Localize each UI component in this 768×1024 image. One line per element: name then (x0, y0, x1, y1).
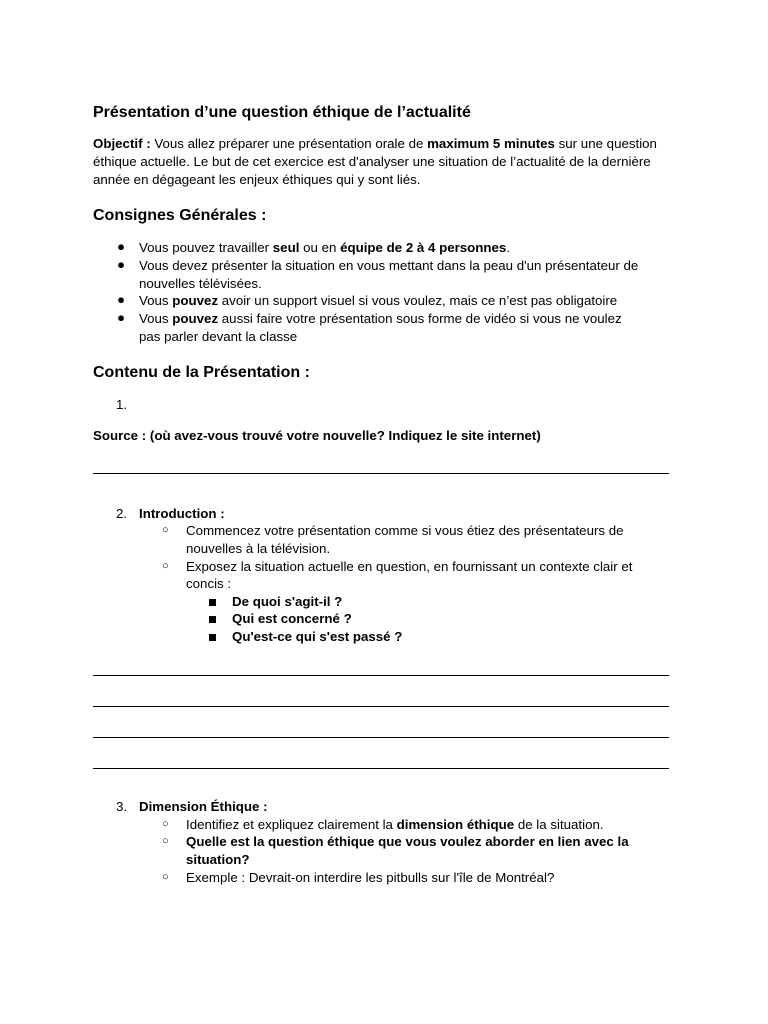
intro-sub-2-line-1: Exposez la situation actuelle en question, en fournissant un contexte clair et (186, 559, 633, 574)
document-page: Présentation d’une question éthique de l’actualité Objectif : Vous allez préparer une présentation orale de maximum 5 minutes sur une question éthique actuelle. Le but de cet exercice est d'analyser une situation de l’actualité de la dernière année en dégageant les enjeux éthiques qui y sont liés. Consignes Générales : ● Vous pouvez travailler seul ou en équipe de 2 à 4 personnes. ● Vous devez présenter la situation en vous mettant dans la peau d'un présentateur de nouvelles télévisées. ● Vous pouvez avoir un support visuel si vous voulez, mais ce n’est pas obligatoire ● Vous pouvez aussi faire votre présentation sous forme de vidéo si vous ne voulez pas parler devant la classe Contenu de la Présentation : 1. Source : (où avez-vous trouvé votre nouvelle? Indiquez le site internet) 2. Introduction : ○ Commencez votre présentation comme si vous étiez des présentateurs de nouvelles à la télévision. ○ Exposez la situation actuelle en question, en fournissant un contexte clair et concis : De quoi s'agit-il ? Qui est concerné ? Qu'est-ce qui s'est passé ? 3. Dimension Éthique : ○ Identifiez et expliquez clairement la dimension éthique de la situation. ○ Quelle est la question éthique que vous voulez aborder en lien avec la situation? ○ Exemple : Devrait-on interdire les pitbulls sur l'île de Montréal? (0, 0, 768, 1024)
answer-line (93, 768, 669, 769)
bullet-icon: ● (116, 239, 126, 254)
bullet-icon: ● (116, 310, 126, 325)
ethics-sub-2-line-2: situation? (186, 852, 250, 867)
item-1-number: 1. (116, 397, 128, 412)
intro-sub-2-line-2: concis : (186, 576, 232, 591)
circle-bullet-icon: ○ (162, 871, 169, 883)
objective-paragraph (93, 135, 683, 189)
ethics-sub-1: Identifiez et expliquez clairement la dimension éthique de la situation. (186, 817, 604, 832)
general-heading: Consignes Générales : (93, 207, 267, 224)
bullet-icon: ● (116, 292, 126, 307)
introduction-label: Introduction : (139, 506, 225, 521)
item-2-number: 2. (116, 506, 128, 521)
answer-line (93, 706, 669, 707)
content-heading: Contenu de la Présentation : (93, 364, 310, 381)
circle-bullet-icon: ○ (162, 818, 169, 830)
objective-text-2: sur une question éthique actuelle. Le but de cet exercice est d'analyser une situation de l’actualité de la dernière année en dégageant les enjeux éthiques qui y sont liés. (93, 136, 657, 187)
circle-bullet-icon: ○ (162, 560, 169, 572)
bullet-icon: ● (116, 257, 126, 272)
question-item: Qui est concerné ? (232, 611, 352, 626)
answer-line (93, 473, 669, 474)
objective-text-1: Vous allez préparer une présentation orale de (150, 136, 428, 151)
answer-line (93, 675, 669, 676)
intro-sub-1-line-2: nouvelles à la télévision. (186, 541, 331, 556)
answer-line (93, 737, 669, 738)
objective-duration: maximum 5 minutes (427, 136, 555, 151)
question-item: De quoi s'agit-il ? (232, 594, 343, 609)
ethics-label: Dimension Éthique : (139, 799, 268, 814)
circle-bullet-icon: ○ (162, 835, 169, 847)
item-3-number: 3. (116, 799, 128, 814)
circle-bullet-icon: ○ (162, 524, 169, 536)
ethics-sub-2-line-1: Quelle est la question éthique que vous voulez aborder en lien avec la (186, 834, 629, 849)
source-prompt: Source : (où avez-vous trouvé votre nouvelle? Indiquez le site internet) (93, 428, 541, 443)
square-bullet-icon (209, 599, 216, 606)
square-bullet-icon (209, 616, 216, 623)
intro-sub-1-line-1: Commencez votre présentation comme si vous étiez des présentateurs de (186, 523, 624, 538)
question-item: Qu'est-ce qui s'est passé ? (232, 629, 403, 644)
objective-label: Objectif : (93, 136, 151, 151)
document-title: Présentation d’une question éthique de l’actualité (93, 104, 471, 121)
square-bullet-icon (209, 634, 216, 641)
ethics-sub-3: Exemple : Devrait-on interdire les pitbulls sur l'île de Montréal? (186, 870, 555, 885)
